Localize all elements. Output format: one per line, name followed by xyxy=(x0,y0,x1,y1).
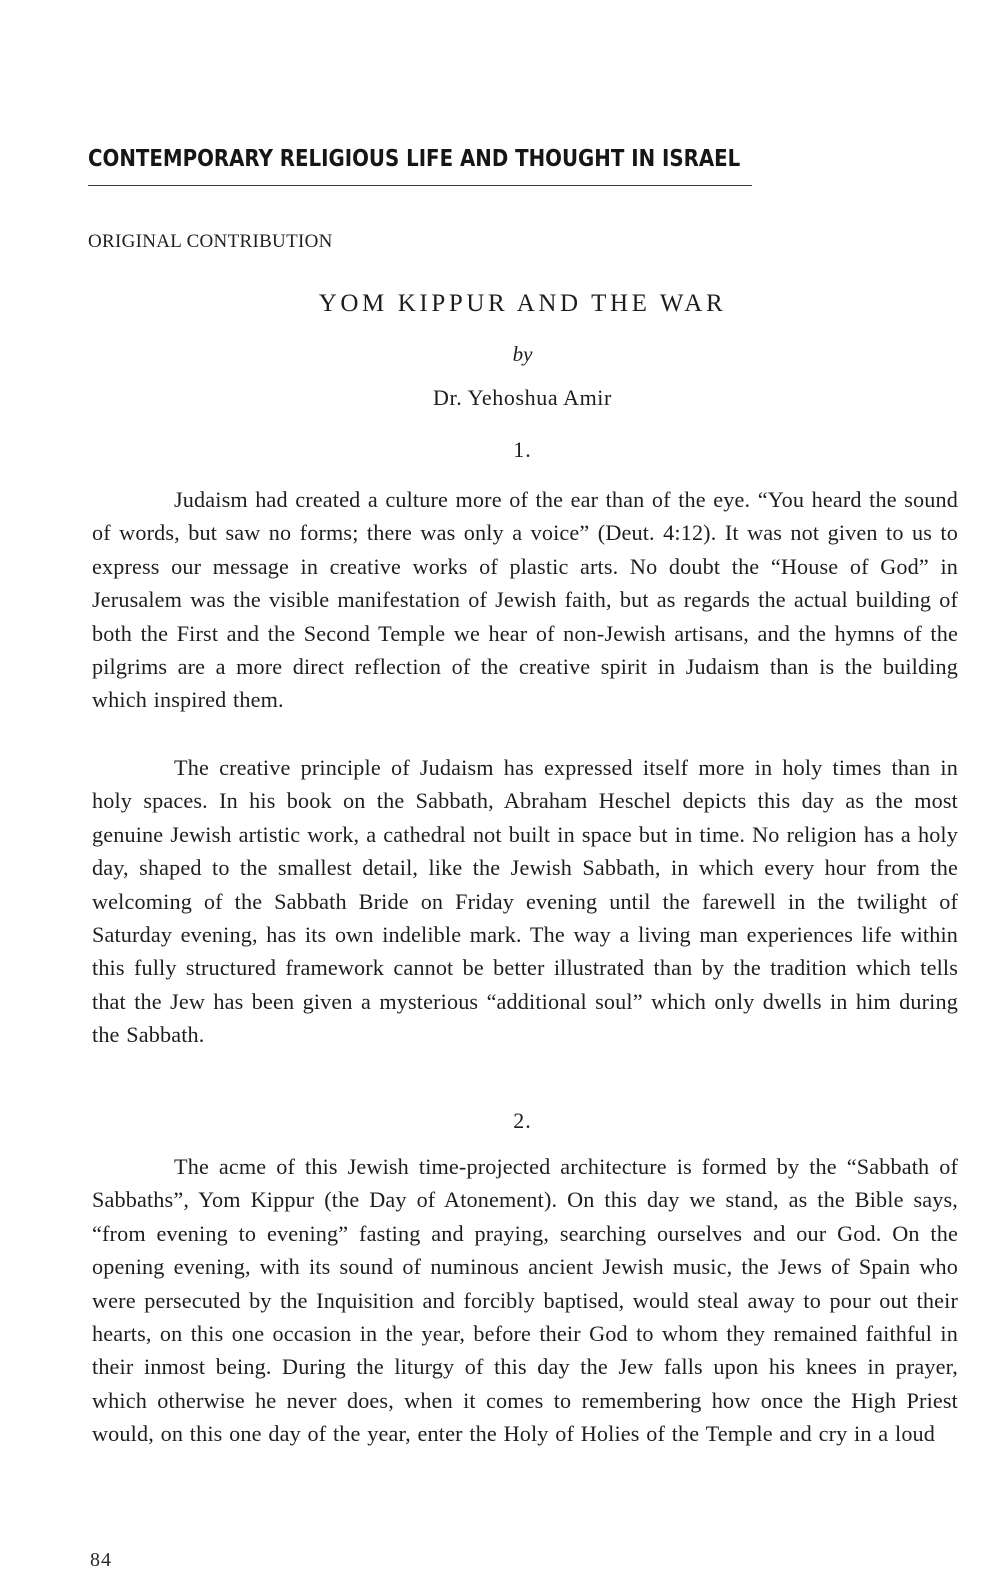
section-label: ORIGINAL CONTRIBUTION xyxy=(88,231,333,252)
running-head: CONTEMPORARY RELIGIOUS LIFE AND THOUGHT IN ISRAEL xyxy=(88,146,741,172)
body-paragraph: The creative principle of Judaism has expressed itself more in holy times than in holy spaces. In his book on the Sabbath, Abraham Heschel depicts this day as the most genuine Jewish artistic work, a cathedral not built in space but in time. No religion has a holy day, shaped to the smallest detail, like the Jewish Sabbath, in which every hour from the welcoming of the Sabbath Bride on Friday evening until the farewell in the twilight of Saturday evening, has its own indelible mark. The way a living man experiences life within this fully structured framework cannot be better illustrated than by the tradition which tells that the Jew has been given a mysterious “additional soul” which only dwells in him during the Sabbath. xyxy=(92,755,958,1048)
author-name: Dr. Yehoshua Amir xyxy=(433,385,612,410)
section-number: 1. xyxy=(513,437,532,462)
section-number: 2. xyxy=(513,1108,532,1133)
body-paragraph: The acme of this Jewish time-projected architecture is formed by the “Sabbath of Sabbaths”, Yom Kippur (the Day of Atonement). On this day we stand, as the Bible says, “from evening to evening” fasting and praying, searching ourselves and our God. On the opening evening, with its sound of numinous ancient Jewish music, the Jews of Spain who were persecuted by the Inquisition and forcibly baptised, would steal away to pour out their hearts, on this one occasion in the year, before their God to whom they remained faithful in their inmost being. During the liturgy of this day the Jew falls upon his knees in prayer, which otherwise he never does, when it comes to remembering how once the High Priest would, on this one day of the year, enter the Holy of Holies of the Temple and cry in a loud xyxy=(92,1154,958,1447)
byline: by xyxy=(512,342,533,366)
article-title: YOM KIPPUR AND THE WAR xyxy=(318,290,727,317)
header-rule xyxy=(88,185,752,186)
body-paragraph: Judaism had created a culture more of the ear than of the eye. “You heard the sound of words, but saw no forms; there was only a voice” (Deut. 4:12). It was not given to us to express our message in creative works of plastic arts. No doubt the “House of God” in Jerusalem was the visible manifestation of Jewish faith, but as regards the actual building of both the First and the Second Temple we hear of non-Jewish artisans, and the hymns of the pilgrims are a more direct reflection of the creative spirit in Judaism than is the building which inspired them. xyxy=(92,487,958,713)
page-number: 84 xyxy=(90,1549,112,1571)
